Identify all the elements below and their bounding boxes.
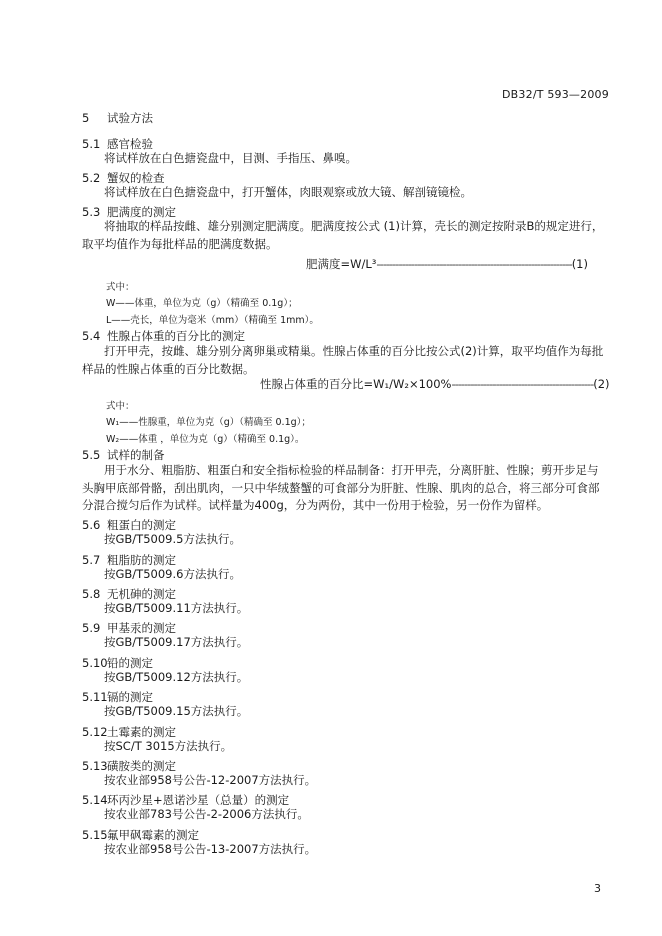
subsection-body: 按GB/T5009.11方法执行。 [104, 601, 249, 615]
subsection-title: 环丙沙星+恩诺沙星（总量）的测定 [107, 793, 290, 807]
subsection-number: 5.14 [82, 793, 108, 807]
paragraph-line: 头胸甲底部骨骼，刮出肌肉，一只中华绒螯蟹的可食部分为肝脏、性腺、肌肉的总合，将三部分可食部 [82, 481, 600, 495]
paragraph-line: 将抽取的样品按雌、雄分别测定肥满度。肥满度按公式 (1)计算，壳长的测定按附录B的规定进行， [104, 219, 604, 233]
subsection-number: 5.8 [82, 587, 101, 601]
document-code: DB32/T 593—2009 [502, 88, 609, 101]
subsection-title: 粗脂肪的测定 [107, 553, 176, 567]
subsection-title: 镉的测定 [107, 690, 153, 704]
subsection-body: 按农业部958号公告-12-2007方法执行。 [104, 773, 317, 787]
subsection-title: 感官检验 [107, 137, 153, 151]
paragraph-line: 取平均值作为每批样品的肥满度数据。 [82, 237, 278, 251]
subsection-number: 5.7 [82, 553, 101, 567]
subsection-number: 5.6 [82, 518, 101, 532]
where-label: 式中： [106, 282, 135, 293]
section-title: 试验方法 [107, 111, 153, 125]
paragraph-line: 打开甲壳，按雌、雄分别分离卵巢或精巢。性腺占体重的百分比按公式(2)计算，取平均值作为每批 [104, 344, 604, 358]
subsection-number: 5.11 [82, 690, 108, 704]
subsection-body: 按农业部783号公告-2-2006方法执行。 [104, 807, 309, 821]
subsection-5-1-body: 将试样放在白色搪瓷盘中，目测、手指压、鼻嗅。 [104, 151, 357, 165]
page-number: 3 [594, 882, 601, 895]
variable-definition: W₁——性腺重，单位为克（g）（精确至 0.1g）； [106, 417, 311, 428]
subsection-5-4-heading [82, 328, 245, 344]
subsection-title: 土霉素的测定 [107, 725, 176, 739]
subsection-5-2-body: 将试样放在白色搪瓷盘中，打开蟹体，肉眼观察或放大镜、解剖镜镜检。 [104, 185, 472, 199]
variable-definition: W——体重，单位为克（g）（精确至 0.1g）； [106, 298, 298, 309]
section-heading [82, 110, 153, 126]
subsection-body: 按GB/T5009.17方法执行。 [104, 635, 249, 649]
subsection-title: 粗蛋白的测定 [107, 518, 176, 532]
formula-number: (1) [571, 257, 588, 271]
subsection-title: 磺胺类的测定 [107, 759, 176, 773]
subsection-title: 氟甲砜霉素的测定 [107, 828, 199, 842]
formula-expression: 性腺占体重的百分比=W₁/W₂×100% [260, 377, 452, 391]
subsection-title: 蟹奴的检查 [107, 171, 165, 185]
subsection-title: 试样的制备 [107, 448, 165, 462]
formula-expression: 肥满度=W/L³ [306, 257, 377, 271]
formula-1: 肥满度=W/L³‑‑‑‑‑‑‑‑‑‑‑‑‑‑‑‑‑‑‑‑‑‑‑‑‑‑‑‑‑‑‑‑‑‑‑‑‑‑‑‑‑‑‑‑‑‑‑‑‑‑‑‑‑‑‑‑‑‑‑‑‑‑(1) [306, 257, 588, 271]
subsection-title: 性腺占体重的百分比的测定 [107, 329, 245, 343]
subsection-body: 按GB/T5009.15方法执行。 [104, 704, 249, 718]
subsection-number: 5.12 [82, 725, 108, 739]
subsection-title: 无机砷的测定 [107, 587, 176, 601]
subsection-5-5-heading [82, 447, 165, 463]
section-number: 5 [82, 111, 90, 125]
subsection-body: 按GB/T5009.12方法执行。 [104, 670, 249, 684]
subsection-number: 5.3 [82, 205, 101, 219]
subsection-number: 5.10 [82, 656, 108, 670]
subsection-body: 按GB/T5009.5方法执行。 [104, 532, 241, 546]
subsection-number: 5.4 [82, 329, 101, 343]
subsection-number: 5.15 [82, 828, 108, 842]
formula-number: (2) [593, 377, 610, 391]
subsection-number: 5.1 [82, 137, 101, 151]
subsection-number: 5.9 [82, 621, 101, 635]
subsection-number: 5.13 [82, 759, 108, 773]
where-label: 式中： [106, 401, 135, 412]
subsection-body: 按农业部958号公告-13-2007方法执行。 [104, 842, 317, 856]
paragraph-line: 分混合搅匀后作为试样。试样量为400g，分为两份，其中一份用于检验，另一份作为留样。 [82, 498, 549, 512]
variable-definition: W₂——体重 ，单位为克（g）（精确至 0.1g）。 [106, 434, 305, 445]
subsection-title: 肥满度的测定 [107, 205, 176, 219]
subsection-number: 5.5 [82, 448, 101, 462]
formula-2: 性腺占体重的百分比=W₁/W₂×100%‑‑‑‑‑‑‑‑‑‑‑‑‑‑‑‑‑‑‑‑‑‑‑‑‑‑‑‑‑‑‑‑‑‑‑‑‑‑‑‑‑‑‑‑‑(2) [260, 377, 610, 391]
paragraph-line: 用于水分、粗脂肪、粗蛋白和安全指标检验的样品制备：打开甲壳，分离肝脏、性腺；剪开步足与 [104, 463, 599, 477]
variable-definition: L——壳长，单位为毫米（mm）（精确至 1mm）。 [106, 315, 319, 326]
subsection-title: 铅的测定 [107, 656, 153, 670]
subsection-body: 按GB/T5009.6方法执行。 [104, 567, 241, 581]
subsection-number: 5.2 [82, 171, 101, 185]
paragraph-line: 样品的性腺占体重的百分比数据。 [82, 362, 255, 376]
subsection-body: 按SC/T 3015方法执行。 [104, 739, 233, 753]
subsection-title: 甲基汞的测定 [107, 621, 176, 635]
